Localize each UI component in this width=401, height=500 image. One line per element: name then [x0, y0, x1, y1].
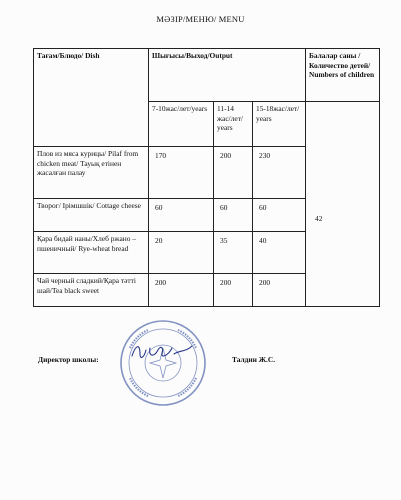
- portion-value: 40: [253, 232, 306, 274]
- dish-name: Творог/ Ірімшшік/ Cottage cheese: [34, 199, 149, 232]
- portion-value: 200: [253, 274, 306, 307]
- portion-value: 200: [214, 147, 253, 199]
- portion-value: 20: [149, 232, 214, 274]
- children-count-cell: [306, 102, 380, 307]
- director-signature-icon: [128, 338, 196, 364]
- menu-table: [33, 48, 380, 307]
- portion-value: 60: [253, 199, 306, 232]
- output-header: Шығысы/Выход/Output: [149, 49, 306, 102]
- portion-value: 60: [149, 199, 214, 232]
- portion-value: 35: [214, 232, 253, 274]
- page-title: МӘЗІР/МЕНЮ/ MENU: [156, 14, 245, 24]
- children-count: 42: [315, 214, 323, 223]
- portion-value: 230: [253, 147, 306, 199]
- age-group-15-18: 15-18жас/лет/ years: [253, 102, 306, 147]
- age-group-7-10: 7-10жас/лет/years: [149, 102, 214, 147]
- portion-value: 200: [149, 274, 214, 307]
- portion-value: 200: [214, 274, 253, 307]
- table-header-row: [34, 49, 380, 102]
- portion-value: 60: [214, 199, 253, 232]
- portion-value: 170: [149, 147, 214, 199]
- dish-header: Тағам/Блюдо/ Dish: [34, 49, 149, 147]
- dish-name: Плов из мяса курицы/ Pilaf from chicken meat/ Тауық етінен жасалған палау: [34, 147, 149, 199]
- director-name: Талдин Ж.С.: [232, 355, 276, 364]
- director-label: Директор школы:: [38, 355, 99, 364]
- dish-name: Қара бидай наны/Хлеб ржано – пшеничный/ Rye-wheat bread: [34, 232, 149, 274]
- children-header: Балалар саны /Количество детей/ Numbers of children: [306, 49, 380, 102]
- dish-name: Чай черный сладкий/Қара тәтті шай/Tea black sweet: [34, 274, 149, 307]
- age-group-11-14: 11-14 жас/лет/ years: [214, 102, 253, 147]
